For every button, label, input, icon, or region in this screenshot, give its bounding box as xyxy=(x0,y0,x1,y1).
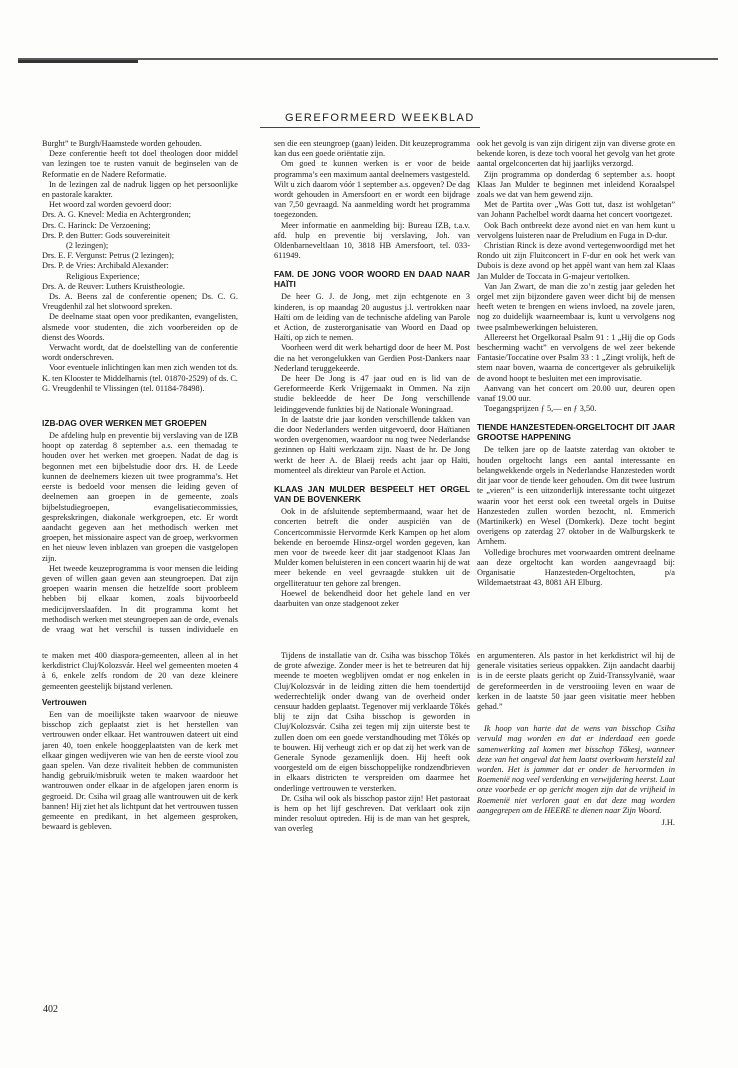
author-signature: J.H. xyxy=(661,818,675,828)
article-heading: FAM. DE JONG VOOR WOORD EN DAAD NAAR HAÏTI xyxy=(274,269,470,290)
column-5 xyxy=(274,651,470,883)
paragraph: De heer G. J. de Jong, met zijn echtgenote en 3 kinderen, is op maandag 20 augustus j.l. vertrokken naar Haïti om de leiding van de technische afdeling van Parole et Action, de zusterorganisatie van Woord en Daad op Haïti, op zich te nemen. xyxy=(274,292,470,343)
paragraph: Ook in de afsluitende septembermaand, waar het de concerten betreft die onder auspiciën van de Concertcommissie Hervormde Kerk Kampen op het alom bekende en beroemde Hinsz-orgel worden gegeven, kan men voor de tweede keer dit jaar stadgenoot Klaas Jan Mulder komen beluisteren in een concert waarin hij de wat meer bekende en veel gevraagde stukken uit de orgelliteratuur ten gehore zal brengen. xyxy=(274,507,470,588)
italic-paragraph: Ik hoop van harte dat de wens van bisschop Csiha vervuld mag worden en dat er inderdaad een goede samenwerking zal komen met bisschop Tőkesj, wanneer deze van het ongeval dat hem laatst overkwam hersteld zal worden. Het is jammer dat er onder de hervormden in Roemenië nog veel verdenking en verwijdering heerst. Laat onze voorbede er op gericht mogen zijn dat de vrijheid in Roemenië niet verloren gaat en dat deze mag worden aangegrepen om de HEERE te dienen naar Zijn Woord. xyxy=(477,724,675,815)
paragraph: Hoewel de bekendheid door het gehele land en ver daarbuiten van onze stadgenoot zeker xyxy=(274,588,470,608)
subheading: Vertrouwen xyxy=(42,697,87,707)
paragraph: Aanvang van het concert om 20.00 uur, deuren open vanaf 19.00 uur. xyxy=(477,383,675,404)
speaker-list xyxy=(42,210,238,292)
paragraph: Ds. A. Beens zal de conferentie openen; Ds. C. G. Vreugdenhil zal het slotwoord spreken. xyxy=(42,292,238,312)
speaker-item: Drs. C. Harinck: De Verzoening; xyxy=(42,220,151,230)
speaker-item: Religious Experience; xyxy=(66,271,140,281)
paragraph: Meer informatie en aanmelding bij: Bureau IZB, t.a.v. afd. hulp en preventie bij verslaving, Joh. van Oldenbarneveltlaan 10, 3818 HB Amersfoort, tel. 033-611949. xyxy=(274,220,470,261)
column-2 xyxy=(274,139,470,636)
page-number: 402 xyxy=(43,1004,58,1015)
closing-remark xyxy=(477,724,675,816)
paragraph: Zijn programma op donderdag 6 september a.s. hoopt Klaas Jan Mulder te beginnen met inleidend Koraalspel zoals we dat van hem gewend zijn. xyxy=(477,169,675,200)
column-6 xyxy=(477,651,675,883)
article-heading: TIENDE HANZESTEDEN-ORGELTOCHT DIT JAAR GROOTSE HAPPENING xyxy=(477,422,675,443)
paragraph: De deelname staat open voor predikanten, evangelisten, alsmede voor studenten, die zich voorbereiden op de dienst des Woords. xyxy=(42,312,238,342)
column-3 xyxy=(477,139,675,636)
paragraph: De heer De Jong is 47 jaar oud en is lid van de Gereformeerde Kerk Vrijgemaakt in Ommen. Na zijn studie bekleedde de heer De Jong verschillende leidinggevende funkties bij de Nationale Woningraad. xyxy=(274,374,470,414)
paragraph: Burght” te Burgh/Haamstede worden gehouden. xyxy=(42,139,202,148)
paragraph: Met de Partita over „Was Gott tut, dasz ist wohlgetan” van Johann Pachelbel wordt daarna het concert voortgezet. xyxy=(477,200,675,220)
paragraph: sen die een steungroep (gaan) leiden. Dit keuzeprogramma kan dus een goede oriëntatie zijn. xyxy=(274,139,470,159)
paragraph: Verwacht wordt, dat de doelstelling van de conferentie wordt onderschreven. xyxy=(42,343,238,363)
paragraph: Een van de moeilijkste taken waarvoor de nieuwe bisschop zich geplaatst ziet is het herstellen van vertrouwen onder elkaar. Het wantrouwen dateert uit eind jaren 40, toen enkele hooggeplaatsten van de kerk met elkaar gingen wedijveren wie van hen de eerste viool zou gaan spelen. Van deze rivaliteit hebben de communisten handig gebruik/misbruik weten te maken waardoor het wantrouwen onder elkaar in de afgelopen jaren enorm is gegroeid. Dr. Csiha wil graag alle wantrouwen uit de kerk bannen! Hij ziet het als lichtpunt dat het vertrouwen tussen gemeente en predikant, in het algemeen gesproken, bewaard is gebleven. xyxy=(42,710,238,832)
column-1 xyxy=(42,139,238,636)
paragraph: en argumenteren. Als pastor in het kerkdistrict wil hij de generale visitaties serieus oppakken. Zijn aandacht daarbij is in de eerste plaats gericht op Zuid-Transsylvanië, waar de gereformeerden in de verstrooiing leven en waar de kerken in de laatste 50 jaar geen visitatie meer hebben gehad.” xyxy=(477,651,675,712)
paragraph: Deze conferentie heeft tot doel theologen door middel van lezingen toe te rusten vanuit de beginselen van de Reformatie en de Nadere Reformatie. xyxy=(42,149,238,179)
paragraph: Het tweede keuzeprogramma is voor mensen die leiding geven of willen gaan geven aan steungroepen. Dat zijn groepen waarin mensen die hetzelfde soort probleem hebben bij elkaar komen, zoals bijvoorbeeld medicijnverslaafden. In dit programma komt het methodisch werken met steungroepen aan de orde, evenals de vraag wat het verschil is tussen individuele en xyxy=(42,563,238,634)
speaker-item: Drs. P. de Vries: Archibald Alexander: xyxy=(42,261,169,271)
paragraph: ook het gevolg is van zijn dirigent zijn van diverse grote en bekende koren, is deze toch vooral het gevolg van het grote aantal orgelconcerten dat hij jaarlijks verzorgd. xyxy=(477,139,675,169)
paragraph: Tijdens de installatie van dr. Csiha was bisschop Tőkés de grote afwezige. Zonder meer is het te betreuren dat hij meende te moeten wegblijven omdat er nog enkelen in Cluj/Kolozsvár in de leiding zitten die hem toendertijd wederrechtelijk onder dwang van de overheid onder censuur hadden geplaatst. Tegenover mij verklaarde Tőkés blij te zijn dat Csiha bisschop is geworden in Cluj/Kolozsvár. Csiha zei tegen mij zijn uiterste best te zullen doen om een goede verstandhouding met Tőkés op te bouwen. Hij verheugt zich er op dat zij het werk van de Generale Synode gezamenlijk doen. Hij heeft ook voorgesteld om de eigen bisschoppelijke rondzendbrieven in elkaars districten te verspreiden om daarmee het onderlinge vertrouwen te versterken. xyxy=(274,651,470,793)
paragraph: Het woord zal worden gevoerd door: xyxy=(49,200,172,210)
paragraph: Allereerst het Orgelkoraal Psalm 91 : 1 „Hij die op Gods bescherming wacht” en vervolgens de wel zeer bekende Fantasie/Toccatine over Psalm 33 : 1 „Zingt vrolijk, heft de stem naar boven, waarna de concertgever als gebruikelijk de avond hoopt te besluiten met een improvisatie. xyxy=(477,332,675,383)
speaker-item: Drs. A. de Reuver: Luthers Kruistheologie. xyxy=(42,281,185,291)
speaker-item: (2 lezingen); xyxy=(66,241,109,251)
paragraph: Voor eventuele inlichtingen kan men zich wenden tot ds. K. ten Klooster te Middelharnis (tel. 01870-2529) of ds. C. G. Vreugdenhil te Vlissingen (tel. 01184-78498). xyxy=(42,363,238,393)
paragraph: De telken jare op de laatste zaterdag van oktober te houden orgeltocht langs een aantal interessante en belangwekkende orgels in Nederlandse Hanzesteden wordt dit jaar voor de tiende keer gehouden. Om dit twee lustrum te „vieren” is een uitzonderlijk interessante tocht uitgezet waarin voor het eerst ook een tweetal orgels in Duitse Hanzesteden zullen worden bezocht, nl. Emmerich (Martinikerk) en Wesel (Domkerk). Deze tocht begint overigens op zaterdag 27 oktober in de Walburgskerk te Arnhem. xyxy=(477,445,675,547)
paragraph: In de lezingen zal de nadruk liggen op het persoonlijke en pastorale karakter. xyxy=(42,179,238,200)
paragraph: Van Jan Zwart, de man die zo’n zestig jaar geleden het orgel met zijn bijzondere gaven weer dicht bij de mensen heeft weten te brengen en wiens invloed, na zovele jaren, nog zo duidelijk waarneembaar is, kunt u vervolgens nog twee psalmbewerkingen beluisteren. xyxy=(477,281,675,332)
article-heading: KLAAS JAN MULDER BESPEELT HET ORGEL VAN DE BOVENKERK xyxy=(274,484,470,505)
masthead-title: GEREFORMEERD WEEKBLAD xyxy=(285,112,475,124)
paragraph: De afdeling hulp en preventie bij verslaving van de IZB hoopt op zaterdag 8 september a.s. een themadag te houden over het werken met groepen. Nadat de dag is begonnen met een bijbelstudie door drs. H. de Leede kunnen de deelnemers kiezen uit twee programma’s. Het eerste is bedoeld voor mensen die leiding geven of deelnemen aan groepen in de gemeente, zoals bijbelstudiegroepen, evangelisatiecommissies, gesprekskringen, diakonale werkgroepen, etc. Er wordt aandacht gegeven aan het methodisch werken met groepen, het missionaire aspect van de groep, werkvormen en het nieuw leven inblazen van groepen die vastgelopen zijn. xyxy=(42,431,238,563)
paragraph: te maken met 400 diaspora-gemeenten, alleen al in het kerkdistrict Cluj/Kolozsvár. Heel wel gemeenten moeten 4 à 6, enkele zelfs rondom de 20 van deze kleinere gemeenten geestelijk bijstand verlenen. xyxy=(42,651,238,691)
paragraph: Om goed te kunnen werken is er voor de beide programma’s een maximum aantal deelnemers vastgesteld. Wilt u zich daarom vóór 1 september a.s. opgeven? De dag wordt gehouden in Amersfoort en er wordt een bijdrage van 7,50 gevraagd. Na aanmelding wordt het programma toegezonden. xyxy=(274,159,470,220)
speaker-item: Drs. A. G. Knevel: Media en Achtergronden; xyxy=(42,210,191,220)
article-heading: IZB-DAG OVER WERKEN MET GROEPEN xyxy=(42,418,207,429)
paragraph: Toegangsprijzen ƒ 5,— en ƒ 3,50. xyxy=(484,404,597,414)
paragraph: Volledige brochures met voorwaarden omtrent deelname aan deze orgeltocht kan worden aangevraagd bij: Organisatie Hanzesteden-Orgeltochten, p/a Wildemaetstraat 43, 8081 AH Elburg. xyxy=(477,547,675,588)
paragraph: Ook Bach ontbreekt deze avond niet en van hem kunt u vervolgens luisteren naar de Preludium en Fuga in D-dur. xyxy=(477,220,675,240)
speaker-item: Drs. P. den Butter: Gods souvereiniteit xyxy=(42,230,170,240)
column-4 xyxy=(42,651,238,883)
paragraph: In de laatste drie jaar konden verschillende takken van die door Nederlanders werden uitgevoerd, door Haïtianen worden overgenomen, waardoor nu nog twee Nederlandse gezinnen op Haïti werkzaam zijn. Naast de hr. De Jong werkt de heer A. de Blaeij reeds acht jaar op Haïti, momenteel als direkteur van Parole et Action. xyxy=(274,414,470,475)
speaker-item: Drs. E. F. Vergunst: Petrus (2 lezingen); xyxy=(42,251,174,261)
paragraph: Voorheen werd dit werk behartigd door de heer M. Post die na het verongelukken van Gerdien Post-Dankers naar Nederland teruggekeerde. xyxy=(274,343,470,373)
top-edge-mark xyxy=(18,60,138,63)
paragraph: Christian Rinck is deze avond vertegenwoordigd met het Rondo uit zijn Fluitconcert in F-dur en ook het werk van Dubois is deze avond op het appèl want van hem zal Klaas Jan Mulder de Toccata in G-majeur vertolken. xyxy=(477,241,675,281)
masthead-rule xyxy=(260,127,480,128)
paragraph: Dr. Csiha wil ook als bisschop pastor zijn! Het pastoraat is hem op het lijf geschreven. Dat verklaart ook zijn minder resoluut optreden. Hij is de man van het gesprek, van overleg xyxy=(274,793,470,834)
